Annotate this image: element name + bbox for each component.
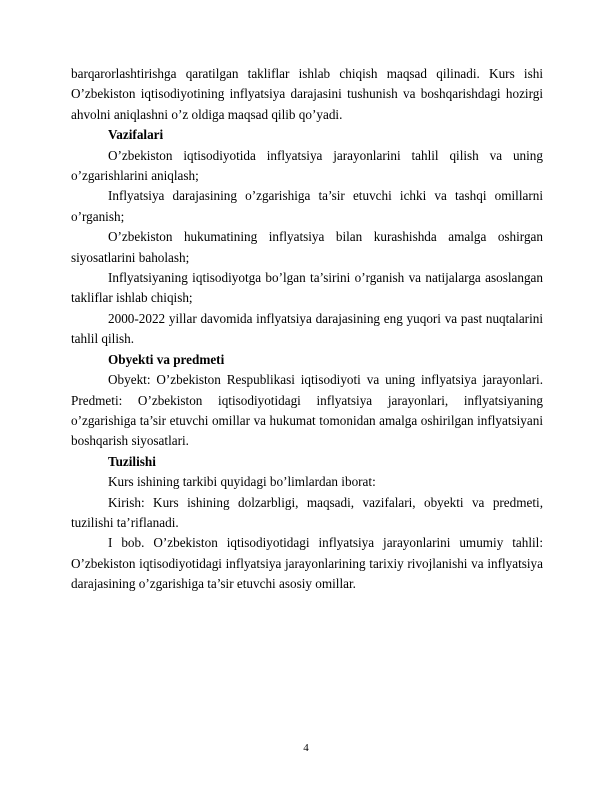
- structure-intro: Kurs ishining tarkibi quyidagi bo’limlardan iborat:: [108, 474, 376, 490]
- structure-item: I bob. O’zbekiston iqtisodiyotidagi inflyatsiya jarayonlarini umumiy tahlil: O’zbekiston iqtisodiyotidagi inflyatsiya jarayonlarining tarixiy rivojlanishi va inflyatsiya darajasining o’zgarishiga ta’sir etuvchi asosiy omillar.: [71, 535, 543, 592]
- task-item: O’zbekiston iqtisodiyotida inflyatsiya jarayonlarini tahlil qilish va uning o’zgarishlarini aniqlash;: [71, 147, 543, 184]
- page-number: 4: [303, 742, 309, 754]
- intro-paragraph: barqarorlashtirishga qaratilgan takliflar ishlab chiqish maqsad qilinadi. Kurs ishi O’zbekiston iqtisodiyotining inflyatsiya darajasini tushunish va boshqarishdagi hozirgi ahvolni aniqlashni o’z oldiga maqsad qilib qo’yadi.: [71, 66, 543, 122]
- object-paragraph: Obyekt: O’zbekiston Respublikasi iqtisodiyoti va uning inflyatsiya jarayonlari. Predmeti: O’zbekiston iqtisodiyotidagi inflyatsiya jarayonlari, inflyatsiyaning o’zgarishiga ta’sir etuvchi omillar va hukumat tomonidan amalga oshirilgan inflyatsiyani boshqarish siyosatlari.: [71, 372, 543, 449]
- task-item: 2000-2022 yillar davomida inflyatsiya darajasining eng yuqori va past nuqtalarini tahlil qilish.: [71, 310, 543, 347]
- task-item: O’zbekiston hukumatining inflyatsiya bilan kurashishda amalga oshirgan siyosatlarini baholash;: [71, 229, 543, 265]
- structure-item: Kirish: Kurs ishining dolzarbligi, maqsadi, vazifalari, obyekti va predmeti, tuzilishi ta’riflanadi.: [71, 494, 543, 530]
- structure-heading: Tuzilishi: [108, 453, 156, 469]
- document-page: [71, 64, 543, 595]
- task-item: Inflyatsiya darajasining o’zgarishiga ta’sir etuvchi ichki va tashqi omillarni o’rganish;: [71, 188, 543, 224]
- tasks-heading: Vazifalari: [108, 127, 164, 143]
- task-item: Inflyatsiyaning iqtisodiyotga bo’lgan ta’sirini o’rganish va natijalarga asoslangan takliflar ishlab chiqish;: [71, 270, 543, 306]
- object-heading: Obyekti va predmeti: [108, 351, 225, 367]
